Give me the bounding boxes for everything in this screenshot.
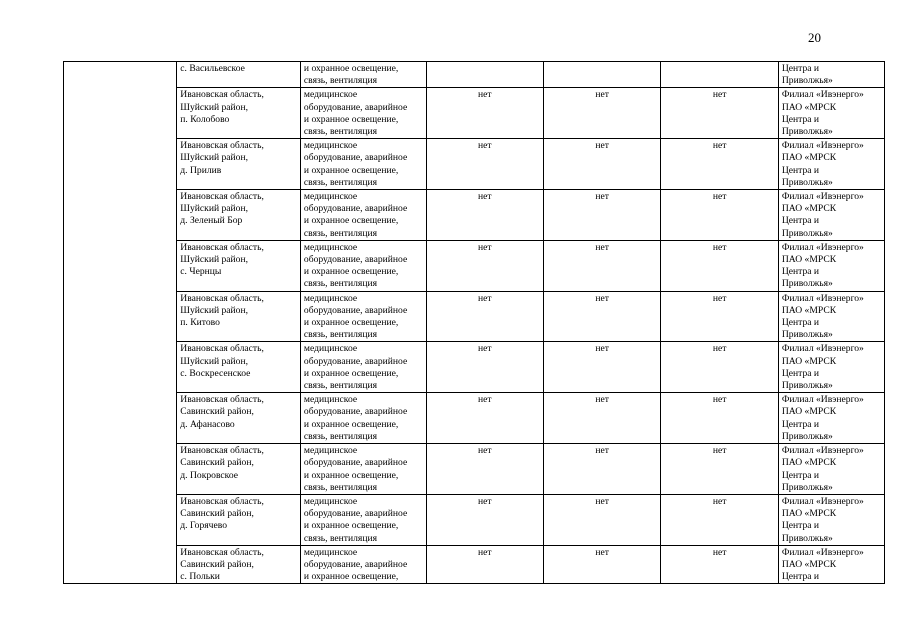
location-cell-line: Ивановская область, [180, 394, 264, 406]
equipment-cell-line: связь, вентиляция [303, 75, 378, 87]
equipment-cell-line: медицинское [303, 445, 358, 457]
location-cell-line: д. Зеленый Бор [180, 215, 243, 227]
table-row [64, 88, 885, 139]
equipment-cell [300, 393, 426, 444]
location-cell [177, 190, 301, 241]
equipment-cell-line: медицинское [303, 546, 358, 558]
organization-cell [778, 139, 884, 190]
organization-cell-line: ПАО «МРСК [781, 101, 837, 113]
location-cell-line: с. Польки [180, 571, 220, 583]
table-row [64, 342, 885, 393]
value-cell-c: нет [661, 444, 778, 495]
equipment-cell-line: и охранное освещение, [303, 215, 399, 227]
organization-cell-line: Центра и [781, 418, 820, 430]
organization-cell [778, 88, 884, 139]
location-cell [177, 393, 301, 444]
equipment-cell [300, 342, 426, 393]
organization-cell-line: Центра и [781, 215, 820, 227]
table-row [64, 494, 885, 545]
value-cell-c [661, 62, 778, 88]
location-cell-line: д. Прилив [180, 164, 222, 176]
organization-cell-line: ПАО «МРСК [781, 152, 837, 164]
location-cell-line: Ивановская область, [180, 140, 264, 152]
organization-cell-line: ПАО «МРСК [781, 558, 837, 570]
value-cell-b: нет [544, 139, 661, 190]
value-cell-a: нет [426, 240, 543, 291]
location-cell-line: п. Колобово [180, 113, 230, 125]
equipment-cell-line: и охранное освещение, [303, 418, 399, 430]
location-cell [177, 62, 301, 88]
value-cell-b: нет [544, 88, 661, 139]
equipment-cell-line: оборудование, аварийное [303, 457, 408, 469]
equipment-cell [300, 88, 426, 139]
organization-cell-line: Центра и [781, 63, 820, 74]
equipment-cell-line: и охранное освещение, [303, 469, 399, 481]
equipment-cell [300, 444, 426, 495]
location-cell-line: Ивановская область, [180, 191, 264, 203]
organization-cell-line: Филиал «Ивэнерго» [781, 445, 864, 457]
equipment-cell-line: медицинское [303, 343, 358, 355]
location-cell-line: Шуйский район, [180, 355, 249, 367]
organization-cell [778, 444, 884, 495]
location-cell-line: Шуйский район, [180, 203, 249, 215]
equipment-cell-line: и охранное освещение, [303, 63, 399, 74]
organization-cell-line: ПАО «МРСК [781, 508, 837, 520]
equipment-cell-line: оборудование, аварийное [303, 101, 408, 113]
value-cell-a [426, 62, 543, 88]
location-cell-line: Савинский район, [180, 508, 254, 520]
equipment-cell-line: связь, вентиляция [303, 176, 378, 188]
organization-cell-line: ПАО «МРСК [781, 406, 837, 418]
equipment-cell-line: медицинское [303, 495, 358, 507]
location-cell-line: Ивановская область, [180, 546, 264, 558]
equipment-cell-line: оборудование, аварийное [303, 558, 408, 570]
table-row [64, 444, 885, 495]
organization-cell-line: Центра и [781, 469, 820, 481]
location-cell-line: Ивановская область, [180, 445, 264, 457]
equipment-cell-line: связь, вентиляция [303, 227, 378, 239]
equipment-cell-line: оборудование, аварийное [303, 355, 408, 367]
value-cell-b: нет [544, 240, 661, 291]
table-row [64, 291, 885, 342]
location-cell [177, 139, 301, 190]
location-cell-line: д. Афанасово [180, 418, 235, 430]
equipment-cell-line: оборудование, аварийное [303, 203, 408, 215]
organization-cell-line: Приволжья» [781, 380, 833, 392]
equipment-cell [300, 139, 426, 190]
organization-cell-line: Филиал «Ивэнерго» [781, 343, 864, 355]
organization-cell [778, 240, 884, 291]
location-cell [177, 342, 301, 393]
location-cell-line: Шуйский район, [180, 101, 249, 113]
organization-cell-line: Центра и [781, 164, 820, 176]
value-cell-c: нет [661, 139, 778, 190]
organization-cell-line: Филиал «Ивэнерго» [781, 394, 864, 406]
equipment-cell-line: оборудование, аварийное [303, 254, 408, 266]
location-cell [177, 545, 301, 584]
equipment-cell-line: и охранное освещение, [303, 317, 399, 329]
organization-cell-line: Филиал «Ивэнерго» [781, 89, 864, 101]
organization-cell-line: ПАО «МРСК [781, 355, 837, 367]
location-cell-line: Ивановская область, [180, 495, 264, 507]
equipment-cell-line: связь, вентиляция [303, 329, 378, 341]
equipment-cell-line: медицинское [303, 140, 358, 152]
location-cell-line: п. Китово [180, 317, 220, 329]
organization-cell-line: Приволжья» [781, 126, 833, 138]
organization-cell-line: ПАО «МРСК [781, 457, 837, 469]
location-cell-line: Ивановская область, [180, 241, 264, 253]
equipment-cell-line: связь, вентиляция [303, 278, 378, 290]
location-cell [177, 444, 301, 495]
organization-cell [778, 62, 884, 88]
value-cell-c: нет [661, 88, 778, 139]
table-row [64, 545, 885, 584]
organization-cell-line: Центра и [781, 113, 820, 125]
equipment-cell-line: и охранное освещение, [303, 571, 399, 583]
value-cell-a: нет [426, 393, 543, 444]
equipment-cell-line: медицинское [303, 292, 358, 304]
organization-cell-line: Центра и [781, 266, 820, 278]
equipment-cell [300, 494, 426, 545]
value-cell-a: нет [426, 291, 543, 342]
equipment-cell-line: медицинское [303, 394, 358, 406]
organization-cell-line: Центра и [781, 520, 820, 532]
organization-cell-line: Приволжья» [781, 329, 833, 341]
organization-cell-line: Филиал «Ивэнерго» [781, 292, 864, 304]
organization-cell [778, 291, 884, 342]
equipment-cell-line: медицинское [303, 89, 358, 101]
location-cell-line: Шуйский район, [180, 152, 249, 164]
page-number: 20 [808, 30, 821, 45]
value-cell-a: нет [426, 139, 543, 190]
organization-cell-line: Приволжья» [781, 176, 833, 188]
location-cell-line: с. Чернцы [180, 266, 222, 278]
value-cell-a: нет [426, 342, 543, 393]
table-row [64, 393, 885, 444]
document-table [63, 61, 885, 584]
location-cell-line: Савинский район, [180, 457, 254, 469]
equipment-cell-line: медицинское [303, 241, 358, 253]
location-cell [177, 494, 301, 545]
organization-cell-line: Филиал «Ивэнерго» [781, 495, 864, 507]
value-cell-c: нет [661, 342, 778, 393]
equipment-cell-line: оборудование, аварийное [303, 508, 408, 520]
value-cell-b: нет [544, 494, 661, 545]
organization-cell [778, 393, 884, 444]
value-cell-c: нет [661, 494, 778, 545]
organization-cell-line: Филиал «Ивэнерго» [781, 191, 864, 203]
equipment-cell-line: связь, вентиляция [303, 532, 378, 544]
equipment-cell-line: связь, вентиляция [303, 430, 378, 442]
organization-cell-line: Приволжья» [781, 481, 833, 493]
location-cell-line: с. Васильевское [180, 63, 245, 74]
location-cell-line: Савинский район, [180, 406, 254, 418]
organization-cell-line: Центра и [781, 367, 820, 379]
organization-cell-line: Центра и [781, 317, 820, 329]
organization-cell [778, 190, 884, 241]
location-cell-line: Ивановская область, [180, 343, 264, 355]
organization-cell-line: Приволжья» [781, 532, 833, 544]
organization-cell-line: Приволжья» [781, 227, 833, 239]
equipment-cell-line: связь, вентиляция [303, 481, 378, 493]
location-cell-line: Савинский район, [180, 558, 254, 570]
value-cell-b: нет [544, 444, 661, 495]
equipment-cell [300, 291, 426, 342]
organization-cell-line: Центра и [781, 571, 820, 583]
value-cell-a: нет [426, 494, 543, 545]
value-cell-b: нет [544, 190, 661, 241]
equipment-cell [300, 545, 426, 584]
equipment-cell-line: и охранное освещение, [303, 266, 399, 278]
location-cell-line: Ивановская область, [180, 292, 264, 304]
location-cell-line: Шуйский район, [180, 254, 249, 266]
organization-cell-line: Приволжья» [781, 430, 833, 442]
value-cell-c: нет [661, 545, 778, 584]
equipment-cell-line: оборудование, аварийное [303, 152, 408, 164]
value-cell-a: нет [426, 88, 543, 139]
table-row [64, 190, 885, 241]
organization-cell [778, 342, 884, 393]
table-row [64, 240, 885, 291]
equipment-cell-line: и охранное освещение, [303, 367, 399, 379]
equipment-cell-line: оборудование, аварийное [303, 304, 408, 316]
equipment-cell-line: медицинское [303, 191, 358, 203]
location-cell-line: д. Горячево [180, 520, 228, 532]
location-cell [177, 291, 301, 342]
value-cell-a: нет [426, 545, 543, 584]
value-cell-c: нет [661, 291, 778, 342]
organization-cell-line: ПАО «МРСК [781, 203, 837, 215]
value-cell-a: нет [426, 444, 543, 495]
organization-cell-line: Филиал «Ивэнерго» [781, 140, 864, 152]
table-row [64, 139, 885, 190]
value-cell-b: нет [544, 545, 661, 584]
equipment-cell-line: и охранное освещение, [303, 164, 399, 176]
location-cell-line: Ивановская область, [180, 89, 264, 101]
organization-cell-line: Приволжья» [781, 278, 833, 290]
location-cell-line: д. Покровское [180, 469, 239, 481]
organization-cell-line: Филиал «Ивэнерго» [781, 241, 864, 253]
value-cell-b: нет [544, 342, 661, 393]
equipment-cell [300, 62, 426, 88]
value-cell-b: нет [544, 393, 661, 444]
organization-cell-line: Филиал «Ивэнерго» [781, 546, 864, 558]
organization-cell [778, 545, 884, 584]
organization-cell-line: ПАО «МРСК [781, 254, 837, 266]
equipment-cell-line: и охранное освещение, [303, 113, 399, 125]
value-cell-a: нет [426, 190, 543, 241]
location-cell [177, 88, 301, 139]
equipment-cell [300, 240, 426, 291]
value-cell-c: нет [661, 240, 778, 291]
equipment-cell-line: оборудование, аварийное [303, 406, 408, 418]
location-cell-line: с. Воскресенское [180, 367, 251, 379]
table-row [64, 62, 885, 88]
row-number-cell [64, 62, 177, 584]
location-cell-line: Шуйский район, [180, 304, 249, 316]
organization-cell-line: Приволжья» [781, 75, 833, 87]
value-cell-b: нет [544, 291, 661, 342]
value-cell-c: нет [661, 393, 778, 444]
equipment-cell-line: и охранное освещение, [303, 520, 399, 532]
equipment-cell [300, 190, 426, 241]
value-cell-c: нет [661, 190, 778, 241]
equipment-cell-line: связь, вентиляция [303, 380, 378, 392]
organization-cell-line: ПАО «МРСК [781, 304, 837, 316]
location-cell [177, 240, 301, 291]
organization-cell [778, 494, 884, 545]
equipment-cell-line: связь, вентиляция [303, 126, 378, 138]
value-cell-b [544, 62, 661, 88]
table-body [64, 62, 885, 584]
